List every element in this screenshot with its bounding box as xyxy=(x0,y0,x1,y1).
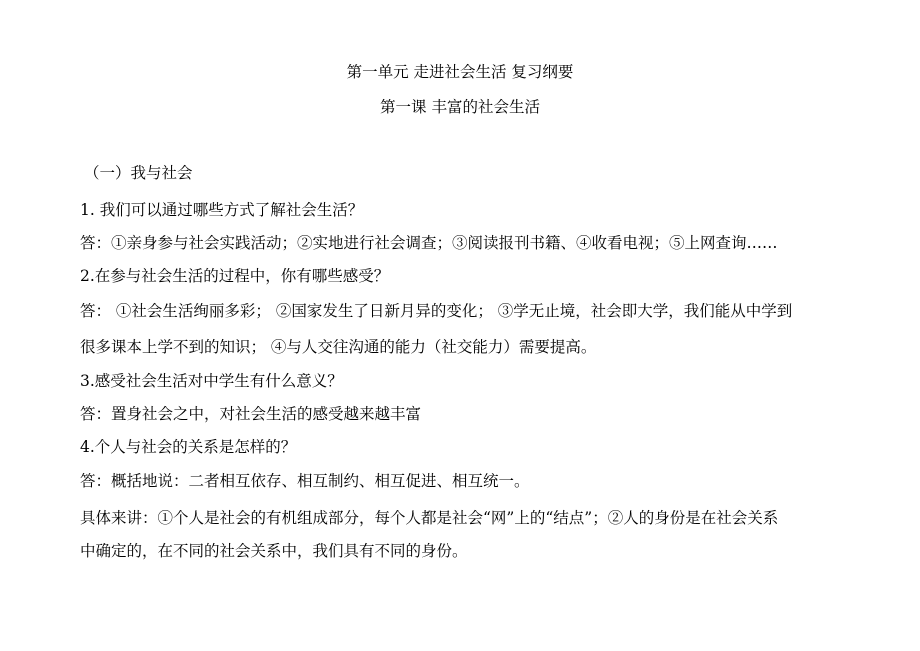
answer-1: 答：①亲身参与社会实践活动；②实地进行社会调查；③阅读报刊书籍、④收看电视；⑤上网查询…… xyxy=(80,234,778,252)
lesson-title: 第一课 丰富的社会生活 xyxy=(380,98,540,116)
unit-title: 第一单元 走进社会生活 复习纲要 xyxy=(346,63,574,81)
answer-2-line-2: 很多课本上学不到的知识； ④与人交往沟通的能力（社交能力）需要提高。 xyxy=(80,338,597,356)
answer-4-detail-line-2: 中确定的，在不同的社会关系中，我们具有不同的身份。 xyxy=(80,542,468,560)
section-heading: （一）我与社会 xyxy=(84,164,193,182)
question-4: 4.个人与社会的关系是怎样的？ xyxy=(80,438,297,456)
answer-2-line-1: 答： ①社会生活绚丽多彩； ②国家发生了日新月异的变化； ③学无止境，社会即大学，我们能从中学到 xyxy=(80,302,793,320)
answer-4-detail-line-1: 具体来讲：①个人是社会的有机组成部分，每个人都是社会“网”上的“结点”；②人的身份是在社会关系 xyxy=(80,509,779,527)
answer-4-summary: 答：概括地说：二者相互依存、相互制约、相互促进、相互统一。 xyxy=(80,472,530,490)
question-1: 1. 我们可以通过哪些方式了解社会生活？ xyxy=(80,201,364,219)
question-3: 3.感受社会生活对中学生有什么意义？ xyxy=(80,372,343,390)
question-2: 2.在参与社会生活的过程中，你有哪些感受？ xyxy=(80,267,390,285)
answer-3: 答：置身社会之中，对社会生活的感受越来越丰富 xyxy=(80,405,422,423)
